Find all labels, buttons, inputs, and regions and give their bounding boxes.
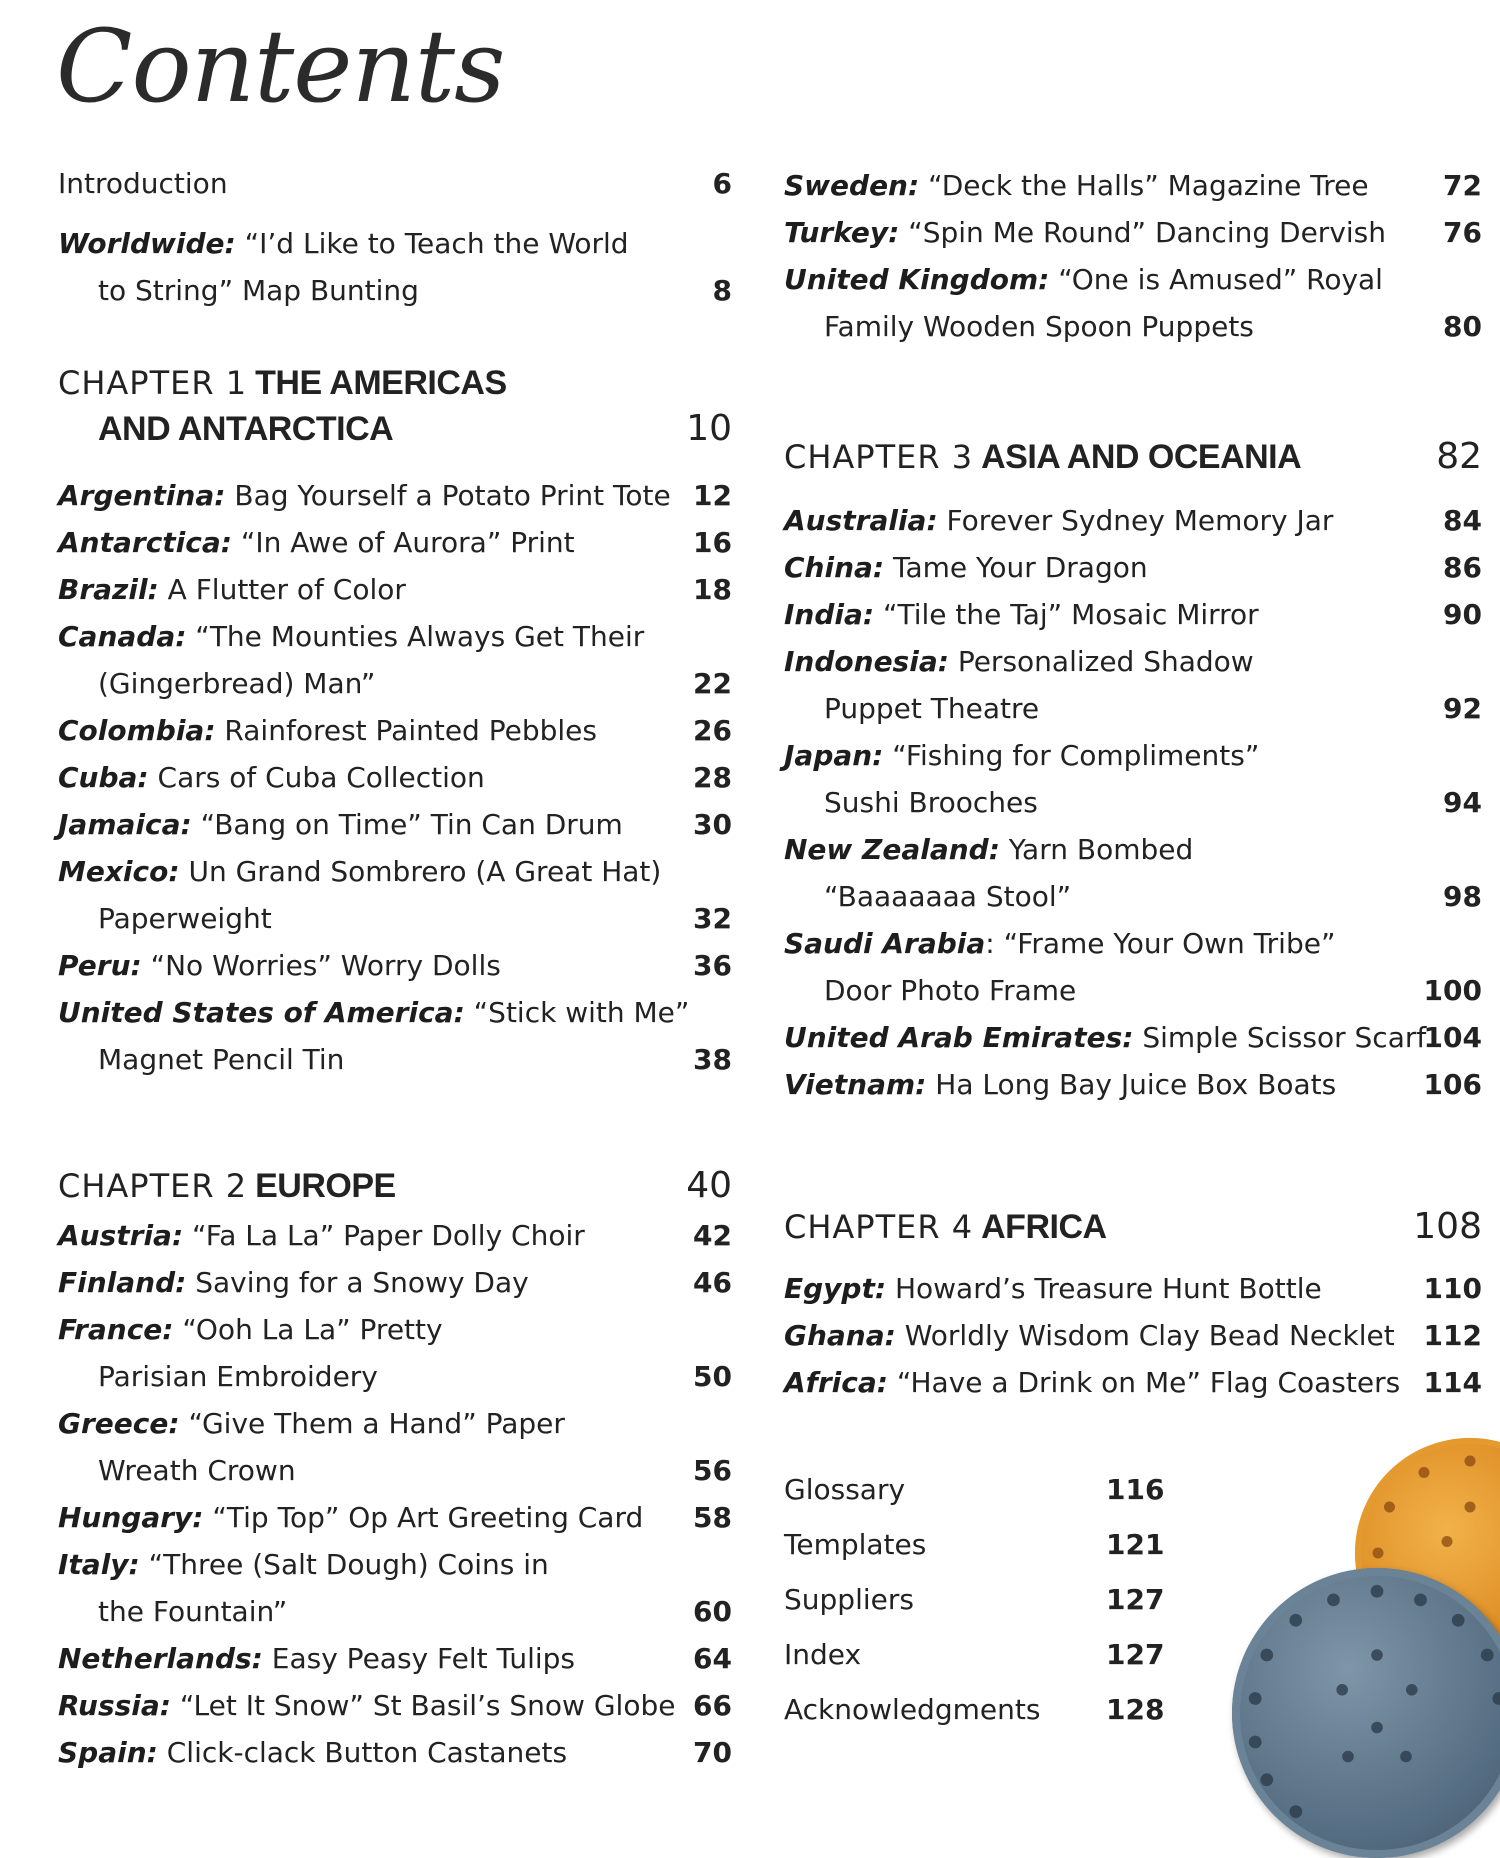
entry-title (58, 472, 732, 519)
entry-title (58, 989, 732, 1036)
entry-page-number: 50 (693, 1360, 732, 1393)
entry-country: Russia: (58, 1689, 171, 1722)
entry-text: Acknowledgments (784, 1693, 1041, 1726)
entry-text-continued: Door Photo Frame (824, 974, 1077, 1007)
toc-entry[interactable] (784, 826, 1482, 920)
entry-text-continued: Puppet Theatre (824, 692, 1040, 725)
entry-country: Vietnam: (784, 1068, 927, 1101)
entry-title (58, 1729, 732, 1776)
entry-page-number: 110 (1423, 1272, 1482, 1305)
toc-entry[interactable] (58, 848, 732, 942)
entry-page-number: 112 (1423, 1319, 1482, 1352)
entry-title (58, 1494, 732, 1541)
entry-text-continued: Wreath Crown (98, 1454, 296, 1487)
entry-page-number: 58 (693, 1501, 732, 1534)
entry-text: “Tile the Taj” Mosaic Mirror (874, 598, 1259, 631)
chapter-title (784, 1208, 1107, 1246)
toc-entry[interactable] (58, 754, 732, 801)
entry-page-number: 64 (693, 1642, 732, 1675)
entry-text: Introduction (58, 167, 228, 200)
entry-page-number: 18 (693, 573, 732, 606)
entry-country: Sweden: (784, 169, 920, 202)
entry-page-number: 72 (1443, 169, 1482, 202)
toc-entry[interactable] (58, 1682, 732, 1729)
entry-text: “Three (Salt Dough) Coins in (139, 1548, 549, 1581)
chapter-page-number: 40 (686, 1165, 732, 1206)
toc-entry[interactable] (58, 220, 732, 314)
toc-entry[interactable] (784, 920, 1482, 1014)
toc-entry[interactable] (58, 1729, 732, 1776)
entry-text: Glossary (784, 1473, 906, 1506)
entry-page-number: 90 (1443, 598, 1482, 631)
toc-entry[interactable] (784, 1312, 1482, 1359)
chapter-number: CHAPTER 3 (784, 438, 974, 476)
entry-country: Jamaica: (58, 808, 192, 841)
toc-entry[interactable] (784, 209, 1482, 256)
entry-country: Netherlands: (58, 1642, 263, 1675)
toc-entry[interactable] (58, 1400, 732, 1494)
entry-page-number: 6 (712, 167, 732, 200)
entry-country: China: (784, 551, 885, 584)
chapter-name: ASIA AND OCEANIA (981, 438, 1302, 476)
toc-entry[interactable] (58, 1635, 732, 1682)
toc-entry[interactable] (58, 1306, 732, 1400)
entry-page-number: 26 (693, 714, 732, 747)
entry-title (784, 544, 1482, 591)
entry-text: Click-clack Button Castanets (157, 1736, 568, 1769)
entry-text: “Tip Top” Op Art Greeting Card (203, 1501, 644, 1534)
entry-page-number: 98 (1443, 880, 1482, 913)
entry-text: : “Frame Your Own Tribe” (985, 927, 1336, 960)
coin-holes-decoration (1232, 1568, 1500, 1858)
chapter-title (58, 364, 507, 402)
toc-entry[interactable] (58, 1212, 732, 1259)
entry-page-number: 116 (1106, 1473, 1165, 1506)
toc-entry[interactable] (58, 942, 732, 989)
entry-title (784, 591, 1482, 638)
chapter-number: CHAPTER 2 (58, 1167, 248, 1205)
chapter-heading[interactable] (784, 434, 1482, 480)
chapter-heading[interactable] (58, 360, 732, 452)
entry-country: Saudi Arabia (784, 927, 986, 960)
entry-country: Mexico: (58, 855, 180, 888)
entry-page-number: 56 (693, 1454, 732, 1487)
entry-title (58, 220, 732, 267)
entry-text: “In Awe of Aurora” Print (231, 526, 575, 559)
entry-country: Indonesia: (784, 645, 949, 678)
entry-country: Ghana: (784, 1319, 896, 1352)
entry-text: Howard’s Treasure Hunt Bottle (886, 1272, 1322, 1305)
entry-title (58, 1400, 732, 1447)
entry-country: India: (784, 598, 875, 631)
entry-country: Hungary: (58, 1501, 204, 1534)
entry-page-number: 38 (693, 1043, 732, 1076)
chapter-number: CHAPTER 4 (784, 1208, 974, 1246)
toc-entry[interactable] (58, 566, 732, 613)
entry-text: “No Worries” Worry Dolls (141, 949, 501, 982)
entry-text: “Fa La La” Paper Dolly Choir (183, 1219, 585, 1252)
entry-title (58, 519, 732, 566)
entry-country: Worldwide: (58, 227, 236, 260)
entry-text: Saving for a Snowy Day (186, 1266, 529, 1299)
entry-page-number: 80 (1443, 310, 1482, 343)
entry-page-number: 106 (1423, 1068, 1482, 1101)
chapter-page-number: 10 (686, 408, 732, 449)
entry-page-number: 127 (1106, 1583, 1165, 1616)
entry-text: Cars of Cuba Collection (148, 761, 485, 794)
entry-country: Cuba: (58, 761, 149, 794)
entry-page-number: 86 (1443, 551, 1482, 584)
entry-page-number: 32 (693, 902, 732, 935)
entry-text-continued: Magnet Pencil Tin (98, 1043, 345, 1076)
toc-entry[interactable] (58, 801, 732, 848)
entry-page-number: 92 (1443, 692, 1482, 725)
entry-text: Simple Scissor Scarf (1133, 1021, 1427, 1054)
entry-text: Easy Peasy Felt Tulips (262, 1642, 575, 1675)
entry-text: Yarn Bombed (999, 833, 1194, 866)
toc-entry[interactable] (784, 544, 1482, 591)
entry-text: Bag Yourself a Potato Print Tote (225, 479, 671, 512)
entry-title (58, 1541, 732, 1588)
entry-page-number: 66 (693, 1689, 732, 1722)
entry-text: “Have a Drink on Me” Flag Coasters (887, 1366, 1401, 1399)
entry-text: Templates (784, 1528, 927, 1561)
entry-title (58, 801, 732, 848)
toc-entry[interactable] (784, 1061, 1482, 1108)
entry-title (58, 1212, 732, 1259)
entry-title (58, 566, 732, 613)
entry-text-continued: Paperweight (98, 902, 272, 935)
entry-page-number: 100 (1423, 974, 1482, 1007)
chapter-page-number: 108 (1413, 1206, 1482, 1247)
entry-text-continued: Sushi Brooches (824, 786, 1038, 819)
toc-entry[interactable] (58, 613, 732, 707)
chapter-name: THE AMERICAS (255, 364, 507, 402)
toc-entry[interactable] (784, 732, 1482, 826)
entry-country: Australia: (784, 504, 938, 537)
entry-text: Index (784, 1638, 862, 1671)
entry-page-number: 76 (1443, 216, 1482, 249)
entry-country: United Arab Emirates: (784, 1021, 1134, 1054)
entry-title (58, 1635, 732, 1682)
entry-page-number: 36 (693, 949, 732, 982)
entry-title (58, 707, 732, 754)
entry-page-number: 30 (693, 808, 732, 841)
entry-page-number: 28 (693, 761, 732, 794)
entry-country: Austria: (58, 1219, 184, 1252)
entry-country: United States of America: (58, 996, 465, 1029)
entry-country: Italy: (58, 1548, 140, 1581)
entry-title (784, 638, 1482, 685)
toc-entry[interactable] (784, 1265, 1482, 1312)
toc-entry[interactable] (58, 1259, 732, 1306)
entry-text: “Ooh La La” Pretty (173, 1313, 443, 1346)
entry-country: Japan: (784, 739, 884, 772)
entry-text-continued: to String” Map Bunting (98, 274, 419, 307)
entry-title (784, 497, 1482, 544)
entry-text-continued: Family Wooden Spoon Puppets (824, 310, 1254, 343)
chapter-title (784, 438, 1301, 476)
entry-country: Brazil: (58, 573, 159, 606)
entry-page-number: 121 (1106, 1528, 1165, 1561)
entry-country: Peru: (58, 949, 142, 982)
entry-page-number: 104 (1423, 1021, 1482, 1054)
entry-text: “Spin Me Round” Dancing Dervish (899, 216, 1387, 249)
entry-title (784, 1014, 1482, 1061)
toc-entry[interactable] (784, 1359, 1482, 1406)
entry-text: “The Mounties Always Get Their (186, 620, 645, 653)
entry-country: Colombia: (58, 714, 216, 747)
entry-text: Forever Sydney Memory Jar (937, 504, 1334, 537)
entry-title (58, 160, 732, 207)
entry-country: Finland: (58, 1266, 187, 1299)
entry-title (58, 848, 732, 895)
toc-entry[interactable] (58, 160, 732, 207)
toc-entry[interactable] (58, 519, 732, 566)
chapter-name: AFRICA (981, 1208, 1107, 1246)
toc-entry[interactable] (784, 162, 1482, 209)
entry-country: France: (58, 1313, 174, 1346)
entry-country: Argentina: (58, 479, 226, 512)
entry-text-continued: “Baaaaaaa Stool” (824, 880, 1072, 913)
entry-text-continued: Parisian Embroidery (98, 1360, 378, 1393)
entry-text: Worldly Wisdom Clay Bead Necklet (895, 1319, 1395, 1352)
entry-text: “I’d Like to Teach the World (235, 227, 629, 260)
entry-text: A Flutter of Color (158, 573, 406, 606)
entry-country: Spain: (58, 1736, 158, 1769)
entry-text: “Fishing for Compliments” (883, 739, 1260, 772)
entry-title (58, 613, 732, 660)
entry-text: “One is Amused” Royal (1049, 263, 1383, 296)
entry-title (784, 1359, 1482, 1406)
entry-text-continued: the Fountain” (98, 1595, 288, 1628)
toc-entry[interactable] (58, 472, 732, 519)
entry-page-number: 46 (693, 1266, 732, 1299)
chapter-heading[interactable] (58, 1163, 732, 1209)
entry-title (784, 1265, 1482, 1312)
entry-title (784, 209, 1482, 256)
entry-page-number: 127 (1106, 1638, 1165, 1671)
entry-page-number: 42 (693, 1219, 732, 1252)
entry-text: Rainforest Painted Pebbles (215, 714, 597, 747)
entry-country: New Zealand: (784, 833, 1000, 866)
entry-page-number: 22 (693, 667, 732, 700)
entry-text: “Give Them a Hand” Paper (179, 1407, 565, 1440)
entry-page-number: 12 (693, 479, 732, 512)
entry-text: Un Grand Sombrero (A Great Hat) (179, 855, 662, 888)
entry-text: “Stick with Me” (464, 996, 690, 1029)
chapter-page-number: 82 (1436, 436, 1482, 477)
toc-entry[interactable] (784, 591, 1482, 638)
toc-entry[interactable] (784, 1014, 1482, 1061)
entry-country: Canada: (58, 620, 187, 653)
entry-text: Tame Your Dragon (884, 551, 1148, 584)
entry-page-number: 84 (1443, 504, 1482, 537)
entry-title (784, 256, 1482, 303)
chapter-name: EUROPE (255, 1167, 396, 1205)
entry-title (784, 826, 1482, 873)
page-title: Contents (56, 8, 505, 125)
entry-text-continued: (Gingerbread) Man” (98, 667, 376, 700)
entry-country: Africa: (784, 1366, 888, 1399)
toc-entry[interactable] (58, 707, 732, 754)
entry-country: United Kingdom: (784, 263, 1050, 296)
entry-page-number: 16 (693, 526, 732, 559)
entry-title (784, 1061, 1482, 1108)
entry-text: Ha Long Bay Juice Box Boats (926, 1068, 1337, 1101)
toc-entry[interactable] (784, 256, 1482, 350)
entry-country: Greece: (58, 1407, 180, 1440)
toc-entry[interactable] (58, 1541, 732, 1635)
blue-coin-image (1232, 1568, 1500, 1858)
entry-page-number: 128 (1106, 1693, 1165, 1726)
chapter-number: CHAPTER 1 (58, 364, 248, 402)
chapter-name-continued: AND ANTARCTICA (98, 410, 394, 448)
toc-entry[interactable] (58, 1494, 732, 1541)
chapter-heading[interactable] (784, 1204, 1482, 1250)
toc-entry[interactable] (784, 638, 1482, 732)
entry-text: “Deck the Halls” Magazine Tree (919, 169, 1369, 202)
entry-page-number: 60 (693, 1595, 732, 1628)
entry-page-number: 114 (1423, 1366, 1482, 1399)
entry-text: “Let It Snow” St Basil’s Snow Globe (170, 1689, 676, 1722)
entry-page-number: 8 (712, 274, 732, 307)
entry-title (784, 162, 1482, 209)
entry-text: “Bang on Time” Tin Can Drum (191, 808, 623, 841)
entry-country: Antarctica: (58, 526, 232, 559)
entry-text: Suppliers (784, 1583, 914, 1616)
entry-title (58, 1259, 732, 1306)
entry-title (58, 942, 732, 989)
entry-title (784, 732, 1482, 779)
entry-page-number: 94 (1443, 786, 1482, 819)
entry-title (784, 920, 1482, 967)
entry-title (784, 1312, 1482, 1359)
entry-country: Turkey: (784, 216, 900, 249)
toc-entry[interactable] (58, 989, 732, 1083)
entry-text: Personalized Shadow (948, 645, 1254, 678)
entry-title (58, 754, 732, 801)
toc-entry[interactable] (784, 497, 1482, 544)
entry-page-number: 70 (693, 1736, 732, 1769)
chapter-title (58, 1167, 396, 1205)
entry-title (58, 1682, 732, 1729)
entry-title (58, 1306, 732, 1353)
entry-country: Egypt: (784, 1272, 887, 1305)
